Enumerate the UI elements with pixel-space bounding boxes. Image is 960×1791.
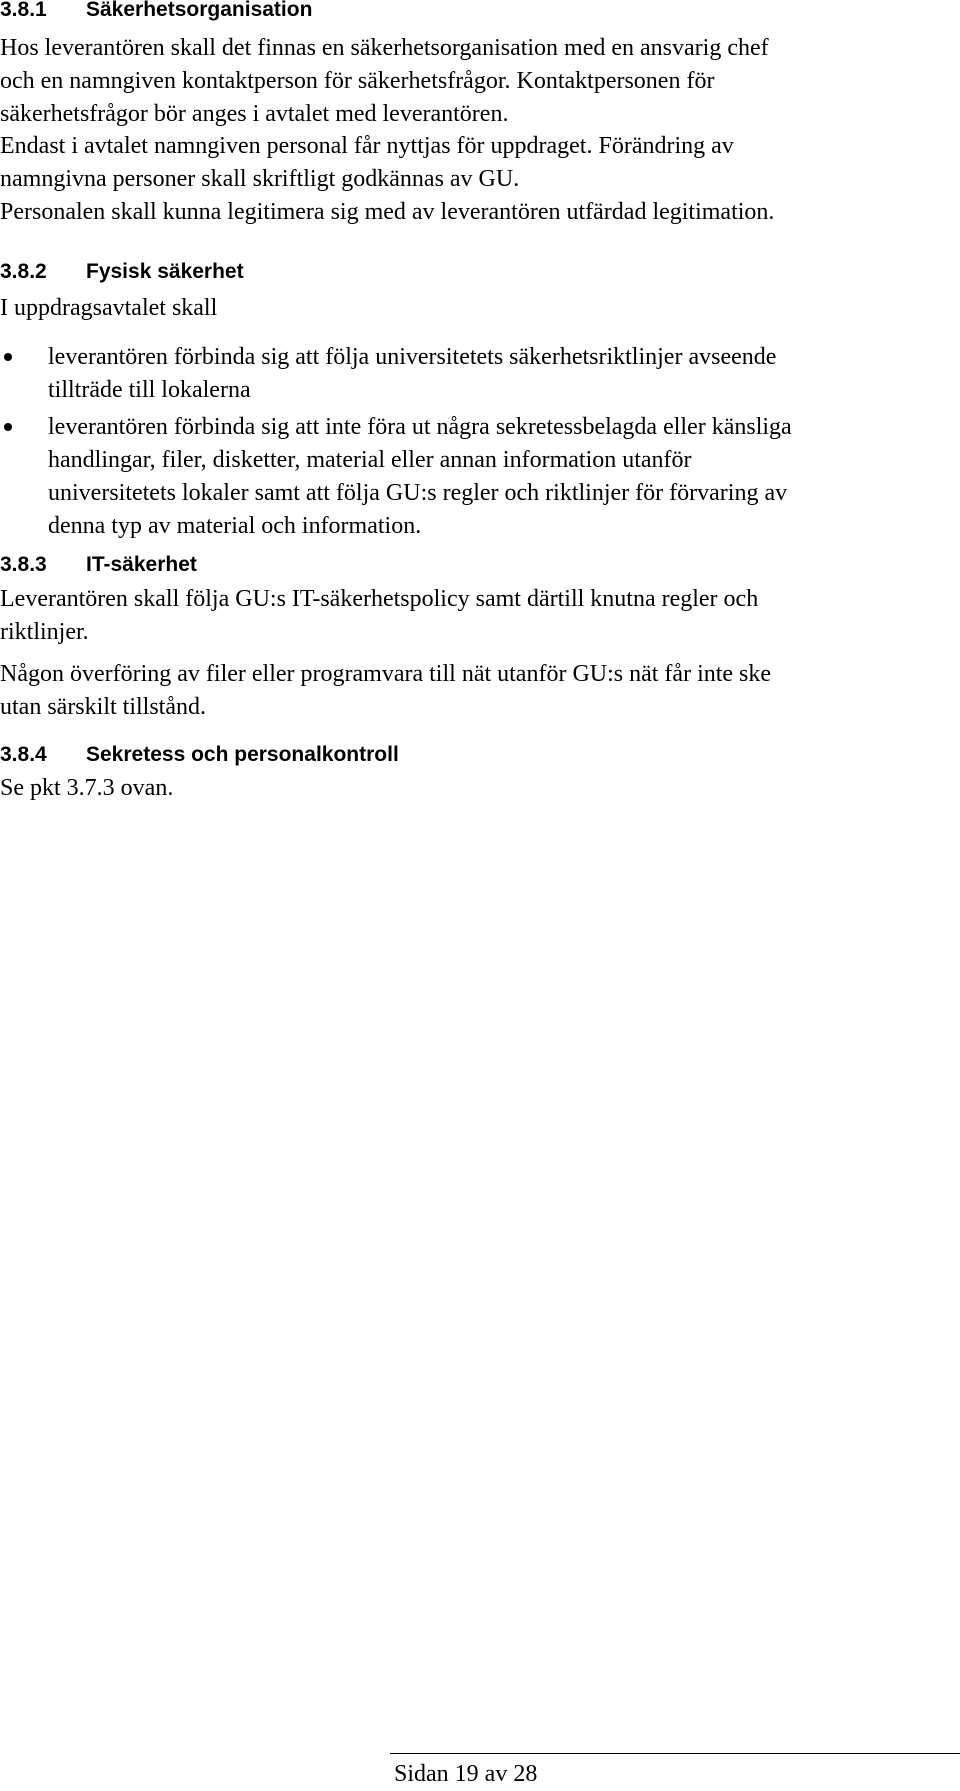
text-line: säkerhetsfrågor bör anges i avtalet med leverantören. (0, 101, 509, 127)
text-line: handlingar, filer, disketter, material eller annan information utanför (48, 447, 692, 473)
section-number: 3.8.3 (0, 553, 47, 576)
section-number: 3.8.1 (0, 0, 47, 21)
section-number: 3.8.4 (0, 743, 47, 766)
section-title: Sekretess och personalkontroll (86, 743, 399, 766)
section-heading-3-8-2 (0, 260, 244, 284)
text-line: Hos leverantören skall det finnas en säkerhetsorganisation med en ansvarig chef (0, 35, 769, 61)
section-title: Fysisk säkerhet (86, 260, 244, 283)
section-title: Säkerhetsorganisation (86, 0, 313, 21)
section-heading-3-8-1 (0, 0, 312, 22)
paragraph-named-personnel (0, 130, 935, 196)
page-number: Sidan 19 av 28 (394, 1761, 538, 1787)
bullet-icon (4, 423, 12, 431)
paragraph-file-transfer (0, 658, 935, 724)
text-line: Personalen skall kunna legitimera sig med av leverantören utfärdad legitimation. (0, 199, 775, 225)
section-heading-3-8-4 (0, 743, 399, 767)
footer-divider (390, 1753, 960, 1754)
paragraph-security-organisation (0, 32, 935, 131)
text-line: Se pkt 3.7.3 ovan. (0, 775, 174, 801)
text-line: I uppdragsavtalet skall (0, 295, 218, 321)
text-line: Leverantören skall följa GU:s IT-säkerhetspolicy samt därtill knutna regler och (0, 586, 759, 612)
paragraph-identification (0, 196, 935, 229)
paragraph-it-security-policy (0, 583, 935, 649)
bullet-icon (4, 353, 12, 361)
text-line: namngivna personer skall skriftligt godkännas av GU. (0, 166, 520, 192)
text-line: leverantören förbinda sig att inte föra ut några sekretessbelagda eller känsliga (48, 414, 792, 440)
text-line: denna typ av material och information. (48, 513, 422, 539)
text-line: tillträde till lokalerna (48, 377, 251, 403)
text-line: utan särskilt tillstånd. (0, 694, 206, 720)
paragraph-contract-intro (0, 292, 935, 325)
section-title: IT-säkerhet (86, 553, 197, 576)
text-line: Endast i avtalet namngiven personal får nyttjas för uppdraget. Förändring av (0, 133, 734, 159)
text-line: universitetets lokaler samt att följa GU:s regler och riktlinjer för förvaring av (48, 480, 788, 506)
text-line: och en namngiven kontaktperson för säkerhetsfrågor. Kontaktpersonen för (0, 68, 715, 94)
text-line: riktlinjer. (0, 619, 89, 645)
paragraph-see-reference (0, 772, 935, 805)
section-number: 3.8.2 (0, 260, 47, 283)
text-line: leverantören förbinda sig att följa universitetets säkerhetsriktlinjer avseende (48, 344, 777, 370)
section-heading-3-8-3 (0, 553, 197, 577)
text-line: Någon överföring av filer eller programvara till nät utanför GU:s nät får inte ske (0, 661, 772, 687)
